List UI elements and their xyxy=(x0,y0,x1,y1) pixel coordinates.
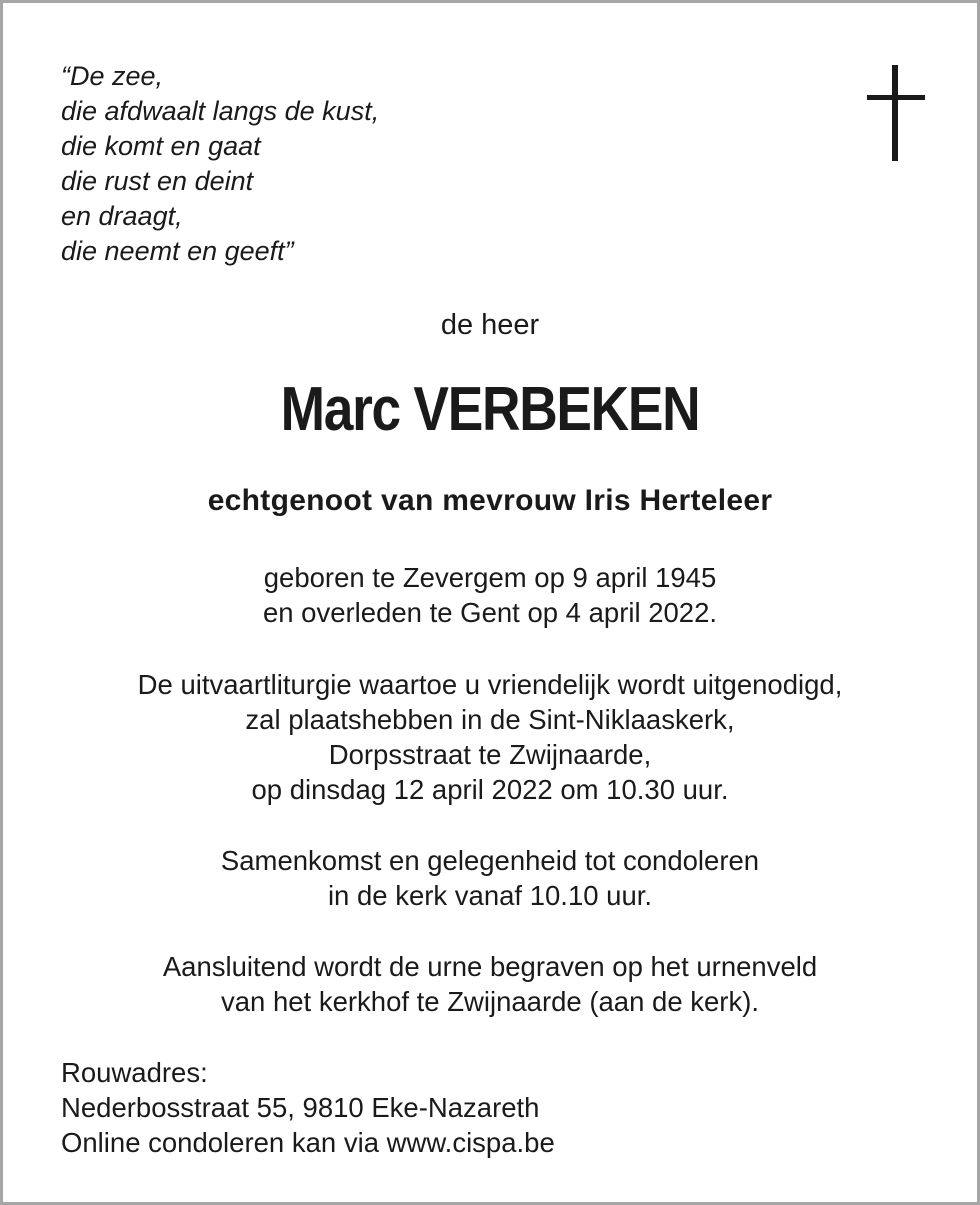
poem-line: die neemt en geeft” xyxy=(61,236,294,266)
poem-line: “De zee, xyxy=(61,61,164,91)
latin-cross-icon xyxy=(867,65,925,161)
burial-line: Aansluitend wordt de urne begraven op het urnenveld xyxy=(162,951,818,982)
poem-line: die komt en gaat xyxy=(61,131,261,161)
deceased-name: Marc VERBEKEN xyxy=(280,375,700,444)
gathering-block xyxy=(3,843,977,913)
death-line: en overleden te Gent op 4 april 2022. xyxy=(262,597,718,628)
poem-line: die afdwaalt langs de kust, xyxy=(61,96,380,126)
gathering-line: Samenkomst en gelegenheid tot condoleren xyxy=(220,845,760,876)
poem-line: die rust en deint xyxy=(61,166,254,196)
birth-line: geboren te Zevergem op 9 april 1945 xyxy=(263,562,717,593)
cross-horizontal-bar xyxy=(867,95,925,100)
liturgy-line: De uitvaartliturgie waartoe u vriendelijk wordt uitgenodigd, xyxy=(137,669,843,700)
gathering-line: in de kerk vanaf 10.10 uur. xyxy=(327,880,653,911)
address-heading: Rouwadres: xyxy=(61,1057,208,1088)
spouse-line: echtgenoot van mevrouw Iris Herteleer xyxy=(207,484,773,517)
liturgy-line: zal plaatshebben in de Sint-Niklaaskerk, xyxy=(245,704,735,735)
burial-block xyxy=(3,949,977,1019)
birth-death-block xyxy=(3,560,977,630)
online-condolence-line: Online condoleren kan via www.cispa.be xyxy=(61,1127,555,1158)
cross-vertical-bar xyxy=(892,65,898,161)
liturgy-block xyxy=(3,667,977,807)
address-line: Nederbosstraat 55, 9810 Eke-Nazareth xyxy=(61,1092,540,1123)
burial-line: van het kerkhof te Zwijnaarde (aan de kerk). xyxy=(220,986,760,1017)
liturgy-line: op dinsdag 12 april 2022 om 10.30 uur. xyxy=(251,774,729,805)
poem-quote xyxy=(61,59,379,269)
liturgy-line: Dorpsstraat te Zwijnaarde, xyxy=(328,739,652,770)
poem-line: en draagt, xyxy=(61,201,183,231)
mourning-address-block xyxy=(61,1055,555,1160)
salutation: de heer xyxy=(440,309,540,341)
